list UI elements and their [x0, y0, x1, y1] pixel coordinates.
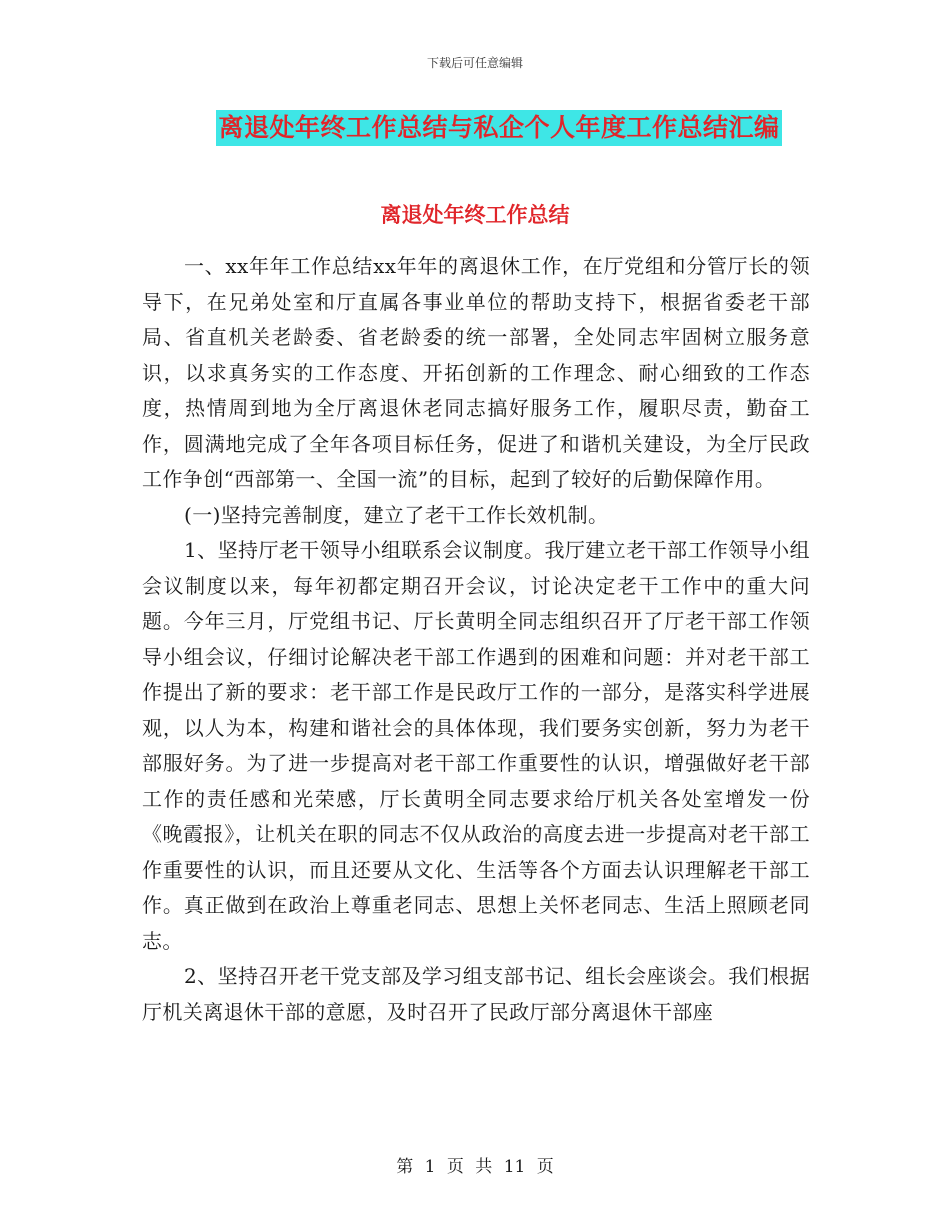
section-title: 离退处年终工作总结: [380, 203, 570, 227]
paragraph-1: 一、xx年年工作总结xx年年的离退休工作，在厅党组和分管厅长的领导下，在兄弟处室和厅直属各事业单位的帮助支持下，根据省委老干部局、省直机关老龄委、省老龄委的统一部署，全处同志牢固树立服务意识，以求真务实的工作态度、开拓创新的工作理念、耐心细致的工作态度，热情周到地为全厅离退休老同志搞好服务工作，履职尽责，勤奋工作，圆满地完成了全年各项目标任务，促进了和谐机关建设，为全厅民政工作争创“西部第一、全国一流”的目标，起到了较好的后勤保障作用。: [142, 254, 810, 491]
document-title: 离退处年终工作总结与私企个人年度工作总结汇编: [216, 110, 781, 146]
page-number: 第 1 页 共 11 页: [396, 1157, 554, 1177]
header-note: 下载后可任意编辑: [426, 56, 523, 70]
document-body: [142, 249, 810, 1030]
paragraph-2: (一)坚持完善制度，建立了老干工作长效机制。: [184, 502, 609, 527]
document-title-container: [0, 110, 950, 146]
paragraph-3: 1、坚持厅老干领导小组联系会议制度。我厅建立老干部工作领导小组会议制度以来，每年初都定期召开会议，讨论决定老干工作中的重大问题。今年三月，厅党组书记、厅长黄明全同志组织召开了厅老干部工作领导小组会议，仔细讨论解决老干部工作遇到的困难和问题：并对老干部工作提出了新的要求：老干部工作是民政厅工作的一部分，是落实科学进展观，以人为本，构建和谐社会的具体体现，我们要务实创新，努力为老干部服好务。为了进一步提高对老干部工作重要性的认识，增强做好老干部工作的责任感和光荣感，厅长黄明全同志要求给厅机关各处室增发一份《晚霞报》，让机关在职的同志不仅从政治的高度去进一步提高对老干部工作重要性的认识，而且还要从文化、生活等各个方面去认识理解老干部工作。真正做到在政治上尊重老同志、思想上关怀老同志、生活上照顾老同志。: [142, 538, 810, 953]
paragraph-4: 2、坚持召开老干党支部及学习组支部书记、组长会座谈会。我们根据厅机关离退休干部的意愿，及时召开了民政厅部分离退休干部座: [142, 964, 810, 1024]
